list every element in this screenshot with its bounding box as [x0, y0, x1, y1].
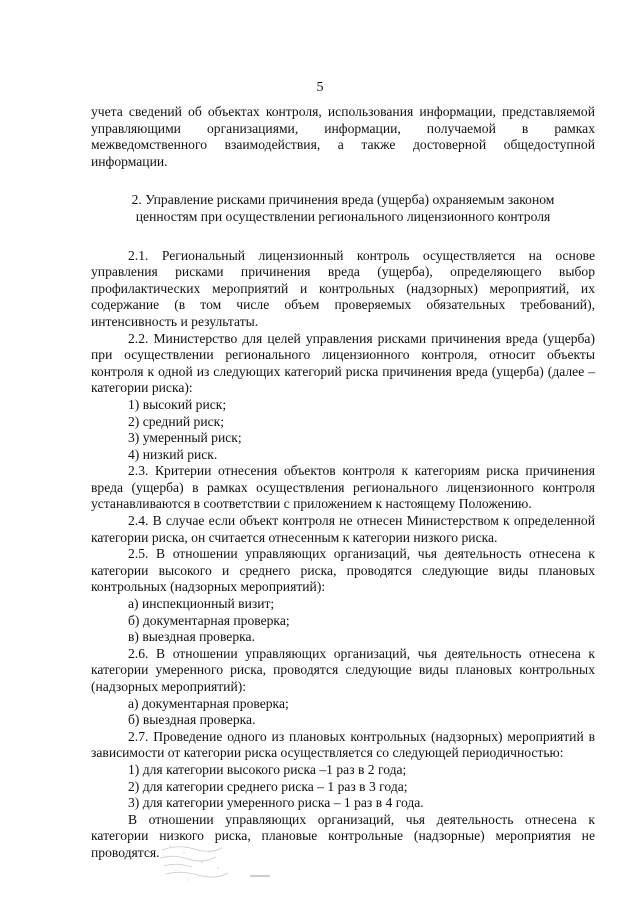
list-item: 3) для категории умеренного риска – 1 раз в 4 года. — [128, 795, 424, 811]
paragraph-2-4: 2.4. В случае если объект контроля не отнесен Министерством к определенной категории риска, он считается отнесенным к категории низкого риска. — [91, 513, 595, 545]
paragraph-2-1: 2.1. Региональный лицензионный контроль осуществляется на основе управления рисками причинения вреда (ущерба), определяющего выбор профилактических мероприятий и контрольных (надзорных) мероприятий, их содержание (в том числе объем проверяемых обязательных требований), интенсивность и результаты. — [91, 247, 595, 329]
list-item: в) выездная проверка. — [128, 629, 255, 645]
list-item: 1) высокий риск; — [128, 396, 227, 412]
paragraph-2-5: 2.5. В отношении управляющих организаций, чья деятельность отнесена к категории высокого и среднего риска, проводятся следующие виды плановых контрольных (надзорных мероприятий): — [91, 546, 595, 595]
paragraph-2-2: 2.2. Министерство для целей управления рисками причинения вреда (ущерба) при осуществлении регионального лицензионного контроля, относит объекты контроля к одной из следующих категорий риска причинения вреда (ущерба) (далее – категории риска): — [91, 330, 595, 396]
list-item: б) документарная проверка; — [128, 612, 290, 628]
inspection-types-high-medium-list — [91, 596, 595, 646]
list-item: 1) для категории высокого риска –1 раз в 2 года; — [128, 761, 407, 777]
list-item: 3) умеренный риск; — [128, 430, 242, 446]
paragraph-low-risk: В отношении управляющих организаций, чья деятельность отнесена к категории низкого риска, плановые контрольные (надзорные) мероприятия не проводятся. — [91, 811, 595, 860]
inspection-types-moderate-list — [91, 696, 595, 729]
risk-categories-list — [91, 397, 595, 463]
list-item: а) документарная проверка; — [128, 695, 289, 711]
intro-paragraph: учета сведений об объектах контроля, использования информации, представляемой управляющими организациями, информации, получаемой в рамках межведомственного взаимодействия, а также достоверной общедоступной информации. — [91, 104, 595, 169]
faint-signature-stamp — [158, 840, 278, 886]
paragraph-2-3: 2.3. Критерии отнесения объектов контроля к категориям риска причинения вреда (ущерба) в рамках осуществления регионального лицензионного контроля устанавливаются в соответствии с приложением к настоящему Положению. — [91, 463, 595, 512]
list-item: 4) низкий риск. — [128, 446, 218, 462]
paragraph-2-6: 2.6. В отношении управляющих организаций, чья деятельность отнесена к категории умеренного риска, проводятся следующие виды плановых контрольных (надзорных мероприятий): — [91, 645, 595, 694]
page-number: 5 — [316, 80, 324, 95]
document-body — [91, 104, 595, 862]
section-heading: 2. Управление рисками причинения вреда (ущерба) охраняемым законом ценностям при осуществлении регионального лицензионного контроля — [131, 192, 555, 224]
list-item: а) инспекционный визит; — [128, 596, 275, 612]
paragraph-2-7: 2.7. Проведение одного из плановых контрольных (надзорных) мероприятий в зависимости от категории риска осуществляется со следующей периодичностью: — [91, 728, 595, 761]
list-item: б) выездная проверка. — [128, 712, 256, 728]
inspection-frequency-list — [91, 762, 595, 812]
list-item: 2) средний риск; — [128, 413, 225, 429]
list-item: 2) для категории среднего риска – 1 раз в 3 года; — [128, 778, 408, 794]
